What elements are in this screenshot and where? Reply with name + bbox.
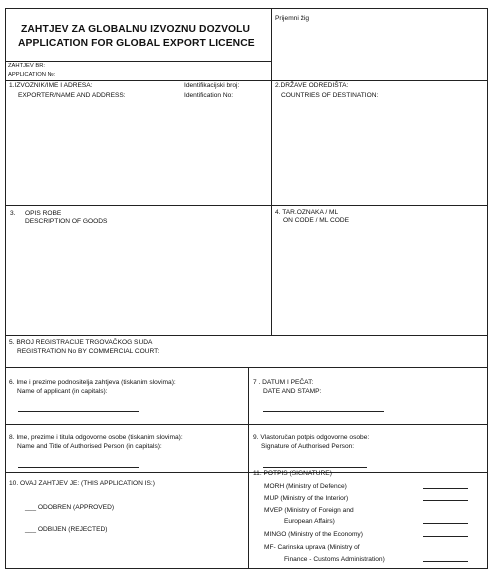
court-registration-label-hr: 5. BROJ REGISTRACIJE TRGOVAČKOG SUDA	[9, 339, 153, 346]
signature-line-mvep[interactable]	[423, 523, 468, 524]
applicant-name-label-en: Name of applicant (in capitals):	[17, 388, 108, 395]
authorised-signature-label-hr: 9. Vlastoručan potpis odgovorne osobe:	[253, 434, 370, 441]
identification-label-en: Identification No:	[184, 92, 234, 99]
export-licence-form	[5, 8, 488, 569]
date-stamp-field[interactable]	[263, 411, 384, 412]
authorised-signature-field[interactable]	[263, 467, 367, 468]
application-number-label-en: APPLICATION №:	[8, 72, 56, 78]
tariff-code-label-en: ON CODE / ML CODE	[283, 217, 350, 224]
form-title-en: APPLICATION FOR GLOBAL EXPORT LICENCE	[18, 38, 255, 49]
signatory-mf: MF- Carinska uprava (Ministry of	[264, 544, 360, 551]
exporter-label-hr: 1.IZVOZNIK/IME I ADRESA:	[9, 82, 93, 89]
signatory-mf-cont: Finance - Customs Administration)	[284, 556, 385, 563]
approved-option[interactable]: ___ ODOBREN (APPROVED)	[25, 504, 115, 511]
signatory-mup: MUP (Ministry of the Interior)	[264, 495, 349, 502]
date-stamp-box	[248, 367, 488, 425]
applicant-name-field[interactable]	[18, 411, 139, 412]
received-stamp-label: Prijemni žig	[275, 15, 310, 22]
form-title-hr: ZAHTJEV ZA GLOBALNU IZVOZNU DOZVOLU	[21, 24, 251, 35]
rejected-option[interactable]: ___ ODBIJEN (REJECTED)	[25, 526, 108, 533]
signature-line-morh[interactable]	[423, 488, 468, 489]
signature-label: 11. POTPIS (SIGNATURE)	[253, 470, 332, 477]
tariff-code-label-hr: 4. TAR.OZNAKA / ML	[275, 209, 339, 216]
signatory-mingo: MINGO (Ministry of the Economy)	[264, 531, 363, 538]
applicant-name-box	[5, 367, 249, 425]
destination-label-en: COUNTRIES OF DESTINATION:	[281, 92, 379, 99]
authorised-person-label-hr: 8. Ime, prezime i titula odgovorne osobe (tiskanim slovima):	[9, 434, 183, 441]
court-registration-label-en: REGISTRATION No BY COMMERCIAL COURT:	[17, 348, 160, 355]
date-stamp-label-en: DATE AND STAMP:	[263, 388, 322, 395]
authorised-person-field[interactable]	[18, 467, 139, 468]
authorised-person-label-en: Name and Title of Authorised Person (in capitals):	[17, 443, 162, 450]
destination-label-hr: 2.DRŽAVE ODREDIŠTA:	[275, 82, 349, 89]
identification-label-hr: Identifikacijski broj:	[184, 82, 240, 89]
application-number-label-hr: ZAHTJEV BR:	[8, 63, 46, 69]
signature-line-mingo[interactable]	[423, 536, 468, 537]
exporter-label-en: EXPORTER/NAME AND ADDRESS:	[18, 92, 126, 99]
signatory-morh: MORH (Ministry of Defence)	[264, 483, 347, 490]
applicant-name-label-hr: 6. Ime i prezime podnositelja zahtjeva (tiskanim slovima):	[9, 379, 176, 386]
goods-description-number: 3.	[10, 210, 16, 217]
signature-line-mup[interactable]	[423, 500, 468, 501]
goods-description-label-hr: OPIS ROBE	[25, 210, 62, 217]
signature-line-mf[interactable]	[423, 561, 468, 562]
date-stamp-label-hr: 7 . DATUM I PEČAT:	[253, 379, 314, 386]
signatory-mvep: MVEP (Ministry of Foreign and	[264, 507, 354, 514]
authorised-signature-label-en: Signature of Authorised Person:	[261, 443, 355, 450]
goods-description-label-en: DESCRIPTION OF GOODS	[25, 218, 108, 225]
signatory-mvep-cont: European Affairs)	[284, 518, 335, 525]
decision-label: 10. OVAJ ZAHTJEV JE: (THIS APPLICATION IS:)	[9, 480, 155, 487]
